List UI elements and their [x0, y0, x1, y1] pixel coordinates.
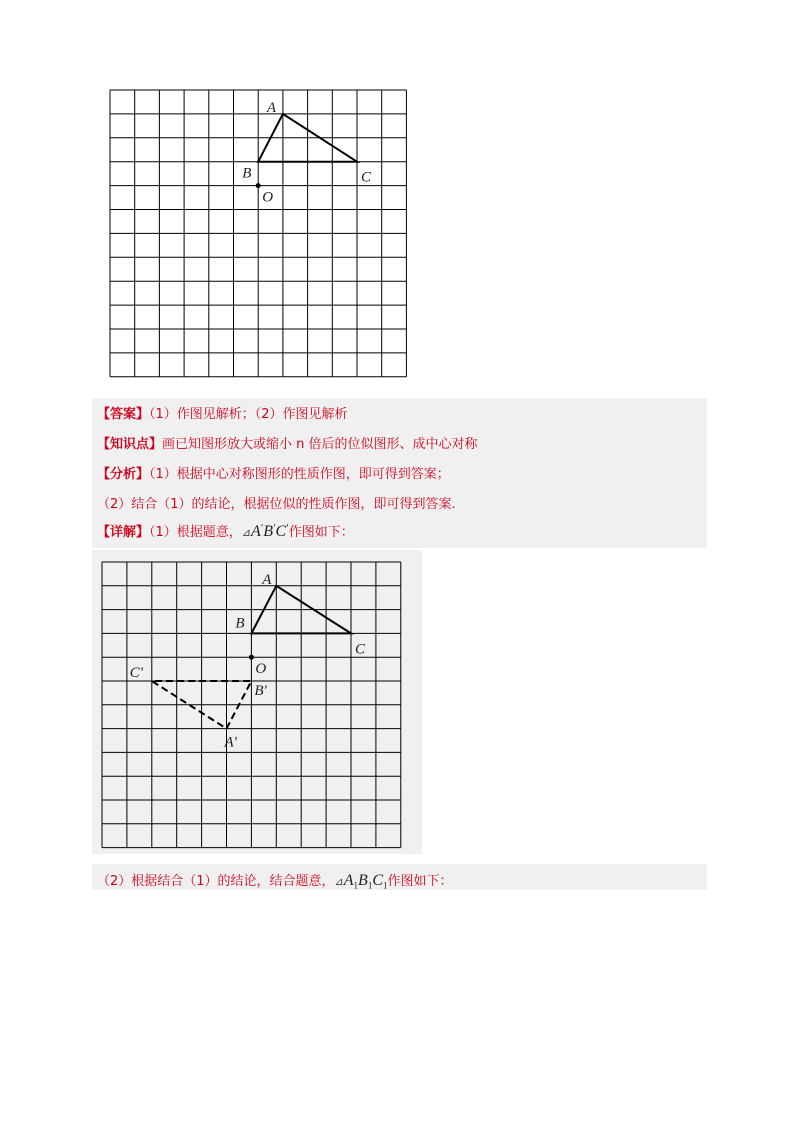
- subscript-1: 1: [383, 880, 388, 891]
- label-c: C: [361, 169, 372, 186]
- triangle-symbol: ⊿: [334, 875, 344, 888]
- label-a: A: [262, 571, 272, 588]
- prime-mark: ': [286, 523, 289, 534]
- label-b: B: [235, 615, 245, 632]
- detail-line: [97, 521, 354, 541]
- prime-mark: ': [273, 523, 276, 534]
- point-o: [256, 183, 261, 188]
- vertex-b1: B: [358, 872, 368, 889]
- analysis-line: [97, 463, 450, 482]
- figure-1: [100, 80, 420, 380]
- vertex-c1: C: [372, 872, 383, 889]
- label-c-prime: C': [129, 665, 144, 681]
- analysis-tag: 【分析】: [97, 467, 150, 482]
- figure-2-canvas: [92, 550, 422, 854]
- label-b-prime: B': [254, 683, 267, 699]
- subscript-1: 1: [367, 880, 373, 891]
- analysis-line-2: [97, 493, 456, 512]
- part2-line: [97, 870, 453, 891]
- label-a-prime: A': [224, 734, 237, 751]
- figure-1-canvas: [100, 80, 420, 380]
- label-o: O: [255, 661, 267, 678]
- vertex-c: C: [275, 523, 287, 540]
- label-c: C: [355, 641, 366, 658]
- knowledge-tag: 【知识点】: [97, 437, 163, 452]
- answer-tag: 【答案】: [97, 407, 150, 422]
- detail-prefix: （1）根据题意，: [149, 525, 242, 540]
- triangle-symbol: ⊿: [241, 526, 252, 539]
- answer-text: （1）作图见解析；（2）作图见解析: [149, 407, 348, 422]
- answer-line: [97, 403, 348, 422]
- prime-mark: ': [260, 523, 264, 534]
- label-o: O: [262, 189, 274, 206]
- knowledge-text: 画已知图形放大或缩小 n 倍后的位似图形、成中心对称: [162, 437, 478, 452]
- vertex-a1: A: [343, 872, 354, 889]
- figure-2: [92, 550, 422, 854]
- label-a: A: [266, 99, 277, 116]
- vertex-b: B: [263, 523, 274, 540]
- analysis2-text: （2）结合（1）的结论，根据位似的性质作图，即可得到答案.: [97, 497, 456, 512]
- part2-suffix: 作图如下：: [387, 874, 453, 889]
- point-o: [249, 655, 254, 660]
- detail-tag: 【详解】: [97, 525, 150, 540]
- analysis-text: （1）根据中心对称图形的性质作图，即可得到答案；: [149, 467, 450, 482]
- part2-prefix: （2）根据结合（1）的结论，结合题意，: [97, 874, 335, 889]
- label-b: B: [242, 165, 252, 182]
- detail-suffix: 作图如下：: [288, 525, 354, 540]
- knowledge-line: [97, 433, 478, 452]
- subscript-1: 1: [353, 880, 359, 891]
- vertex-a: A: [251, 523, 261, 540]
